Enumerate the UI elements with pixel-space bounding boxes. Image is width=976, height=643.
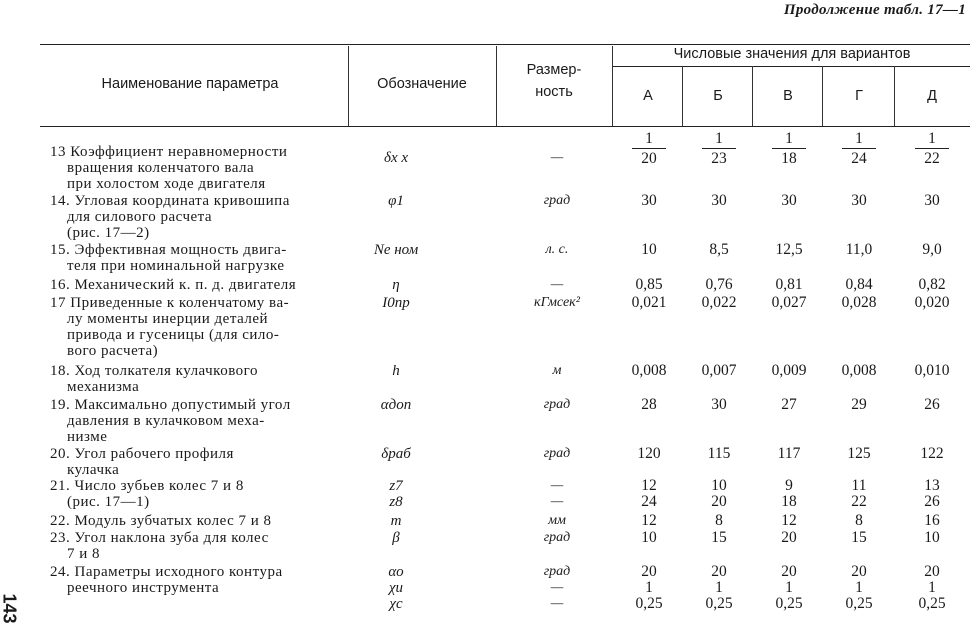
value-cell: 0,25 bbox=[918, 595, 946, 612]
value-cell: 8 bbox=[715, 512, 723, 529]
value-cell: 0,82 bbox=[918, 276, 946, 293]
parameter-name: теля при номинальной нагрузке bbox=[50, 258, 285, 274]
unit-cell: м bbox=[552, 363, 562, 378]
parameter-name: давления в кулачковом меха- bbox=[50, 413, 265, 429]
parameter-name: лу моменты инерции деталей bbox=[50, 311, 269, 327]
unit-cell: — bbox=[550, 596, 564, 611]
value-cell: 20 bbox=[711, 493, 727, 510]
value-cell: 0,81 bbox=[775, 276, 803, 293]
unit-cell: град bbox=[543, 446, 571, 461]
value-cell: 0,021 bbox=[631, 294, 667, 311]
value-cell: 28 bbox=[641, 396, 657, 413]
value-cell: 16 bbox=[924, 512, 940, 529]
header-unit-line1: Размер- bbox=[526, 62, 582, 78]
value-cell: 0,25 bbox=[845, 595, 873, 612]
parameter-name: 13 Коэффициент неравномерности bbox=[50, 144, 288, 160]
header-variant: А bbox=[643, 88, 653, 104]
value-cell: 22 bbox=[851, 493, 867, 510]
parameter-name: кулачка bbox=[50, 462, 120, 478]
value-cell: 12 bbox=[641, 512, 657, 529]
value-cell: 12 bbox=[781, 512, 797, 529]
parameter-name: привода и гусеницы (для сило- bbox=[50, 327, 280, 343]
unit-cell: — bbox=[550, 277, 564, 292]
value-cell: 15 bbox=[851, 529, 867, 546]
parameter-name: 15. Эффективная мощность двига- bbox=[50, 242, 287, 258]
value-cell: 10 bbox=[641, 241, 657, 258]
parameter-name: 23. Угол наклона зуба для колес bbox=[50, 530, 269, 546]
value-cell: 24 bbox=[641, 493, 657, 510]
column-divider bbox=[752, 66, 753, 126]
parameter-name: (рис. 17—1) bbox=[50, 494, 150, 510]
value-cell: 26 bbox=[924, 493, 940, 510]
value-cell: 0,020 bbox=[914, 294, 950, 311]
symbol-cell: I0пр bbox=[382, 295, 410, 311]
value-cell: 0,25 bbox=[705, 595, 733, 612]
value-cell: 20 bbox=[781, 529, 797, 546]
value-cell: 11 bbox=[851, 477, 867, 494]
unit-cell: л. с. bbox=[545, 242, 569, 257]
unit-cell: мм bbox=[548, 513, 566, 528]
symbol-cell: χи bbox=[388, 580, 404, 596]
value-cell: 20 bbox=[781, 563, 797, 580]
symbol-cell: χс bbox=[389, 596, 403, 612]
value-cell: 11,0 bbox=[845, 241, 873, 258]
value-cell: 0,022 bbox=[701, 294, 737, 311]
header-values: Числовые значения для вариантов bbox=[673, 46, 911, 62]
value-cell: 0,84 bbox=[845, 276, 873, 293]
header-symbol: Обозначение bbox=[377, 76, 467, 92]
fraction-value: 1 18 bbox=[754, 130, 824, 167]
value-cell: 0,85 bbox=[635, 276, 663, 293]
value-cell: 1 bbox=[645, 579, 653, 596]
fraction-value: 1 24 bbox=[824, 130, 894, 167]
parameter-name: низме bbox=[50, 429, 108, 445]
parameter-name: при холостом ходе двигателя bbox=[50, 176, 266, 192]
value-cell: 9 bbox=[785, 477, 793, 494]
symbol-cell: z7 bbox=[389, 478, 403, 494]
header-bottom-rule bbox=[40, 126, 970, 127]
symbol-cell: m bbox=[390, 513, 402, 529]
value-cell: 0,009 bbox=[771, 362, 807, 379]
unit-cell: — bbox=[550, 580, 564, 595]
value-cell: 20 bbox=[851, 563, 867, 580]
value-cell: 8 bbox=[855, 512, 863, 529]
symbol-cell: h bbox=[392, 363, 400, 379]
unit-cell: — bbox=[550, 494, 564, 509]
value-cell: 0,028 bbox=[841, 294, 877, 311]
parameter-name: для силового расчета bbox=[50, 209, 213, 225]
unit-cell: град bbox=[543, 530, 571, 545]
unit-cell: град bbox=[543, 397, 571, 412]
symbol-cell: αo bbox=[388, 564, 404, 580]
value-cell: 120 bbox=[637, 445, 661, 462]
parameter-name: 14. Угловая координата кривошипа bbox=[50, 193, 290, 209]
value-cell: 122 bbox=[920, 445, 944, 462]
value-cell: 1 bbox=[785, 579, 793, 596]
value-cell: 27 bbox=[781, 396, 797, 413]
parameter-name: вращения коленчатого вала bbox=[50, 160, 255, 176]
value-cell: 26 bbox=[924, 396, 940, 413]
parameter-name: 21. Число зубьев колес 7 и 8 bbox=[50, 478, 244, 494]
value-cell: 12,5 bbox=[775, 241, 803, 258]
symbol-cell: δраб bbox=[381, 446, 411, 462]
symbol-cell: Ne ном bbox=[373, 242, 419, 258]
page-title: Продолжение табл. 17—1 bbox=[783, 2, 966, 18]
symbol-cell: δx x bbox=[383, 150, 409, 166]
column-divider bbox=[682, 66, 683, 126]
symbol-cell: η bbox=[392, 277, 400, 293]
value-cell: 125 bbox=[847, 445, 871, 462]
value-cell: 10 bbox=[711, 477, 727, 494]
parameter-name: 7 и 8 bbox=[50, 546, 101, 562]
parameter-name: 18. Ход толкателя кулачкового bbox=[50, 363, 258, 379]
value-cell: 30 bbox=[711, 396, 727, 413]
value-cell: 20 bbox=[641, 563, 657, 580]
value-cell: 0,25 bbox=[635, 595, 663, 612]
header-variant: Г bbox=[855, 88, 863, 104]
value-cell: 1 bbox=[855, 579, 863, 596]
value-cell: 20 bbox=[924, 563, 940, 580]
header-variant: В bbox=[783, 88, 793, 104]
parameter-name: реечного инструмента bbox=[50, 580, 220, 596]
parameter-name: механизма bbox=[50, 379, 140, 395]
unit-cell: град bbox=[543, 193, 571, 208]
header-variant: Б bbox=[713, 88, 723, 104]
value-cell: 0,008 bbox=[631, 362, 667, 379]
value-cell: 30 bbox=[711, 192, 727, 209]
parameter-name: 17 Приведенные к коленчатому ва- bbox=[50, 295, 290, 311]
values-header-rule bbox=[612, 66, 970, 67]
value-cell: 115 bbox=[707, 445, 731, 462]
page-number: 143 bbox=[0, 593, 20, 624]
unit-cell: град bbox=[543, 564, 571, 579]
value-cell: 8,5 bbox=[709, 241, 729, 258]
value-cell: 117 bbox=[777, 445, 801, 462]
unit-cell: — bbox=[550, 478, 564, 493]
value-cell: 0,007 bbox=[701, 362, 737, 379]
value-cell: 30 bbox=[924, 192, 940, 209]
parameter-name: 16. Механический к. п. д. двигателя bbox=[50, 277, 297, 293]
value-cell: 0,027 bbox=[771, 294, 807, 311]
value-cell: 1 bbox=[928, 579, 936, 596]
fraction-value: 1 20 bbox=[614, 130, 684, 167]
value-cell: 30 bbox=[641, 192, 657, 209]
value-cell: 13 bbox=[924, 477, 940, 494]
header-variant: Д bbox=[927, 88, 937, 104]
value-cell: 15 bbox=[711, 529, 727, 546]
value-cell: 1 bbox=[715, 579, 723, 596]
value-cell: 9,0 bbox=[922, 241, 942, 258]
header-unit-line2: ность bbox=[535, 84, 573, 100]
unit-cell: — bbox=[550, 150, 564, 165]
symbol-cell: φ1 bbox=[388, 193, 404, 209]
value-cell: 10 bbox=[924, 529, 940, 546]
value-cell: 0,25 bbox=[775, 595, 803, 612]
value-cell: 12 bbox=[641, 477, 657, 494]
value-cell: 20 bbox=[711, 563, 727, 580]
value-cell: 0,008 bbox=[841, 362, 877, 379]
header-param: Наименование параметра bbox=[101, 76, 279, 92]
column-divider bbox=[612, 46, 613, 126]
value-cell: 30 bbox=[851, 192, 867, 209]
parameter-name: 19. Максимально допустимый угол bbox=[50, 397, 291, 413]
value-cell: 0,010 bbox=[914, 362, 950, 379]
value-cell: 10 bbox=[641, 529, 657, 546]
value-cell: 29 bbox=[851, 396, 867, 413]
symbol-cell: αдоп bbox=[380, 397, 412, 413]
value-cell: 18 bbox=[781, 493, 797, 510]
parameter-name: вого расчета) bbox=[50, 343, 159, 359]
column-divider bbox=[894, 66, 895, 126]
parameter-name: 20. Угол рабочего профиля bbox=[50, 446, 234, 462]
column-divider bbox=[822, 66, 823, 126]
parameter-name: 24. Параметры исходного контура bbox=[50, 564, 283, 580]
fraction-value: 1 22 bbox=[897, 130, 967, 167]
value-cell: 30 bbox=[781, 192, 797, 209]
parameter-name: 22. Модуль зубчатых колес 7 и 8 bbox=[50, 513, 272, 529]
symbol-cell: β bbox=[392, 530, 400, 546]
column-divider bbox=[496, 46, 497, 126]
value-cell: 0,76 bbox=[705, 276, 733, 293]
table-top-rule bbox=[40, 44, 970, 45]
parameter-name: (рис. 17—2) bbox=[50, 225, 150, 241]
symbol-cell: z8 bbox=[389, 494, 403, 510]
fraction-value: 1 23 bbox=[684, 130, 754, 167]
column-divider bbox=[348, 46, 349, 126]
unit-cell: кГмсек² bbox=[534, 295, 580, 310]
